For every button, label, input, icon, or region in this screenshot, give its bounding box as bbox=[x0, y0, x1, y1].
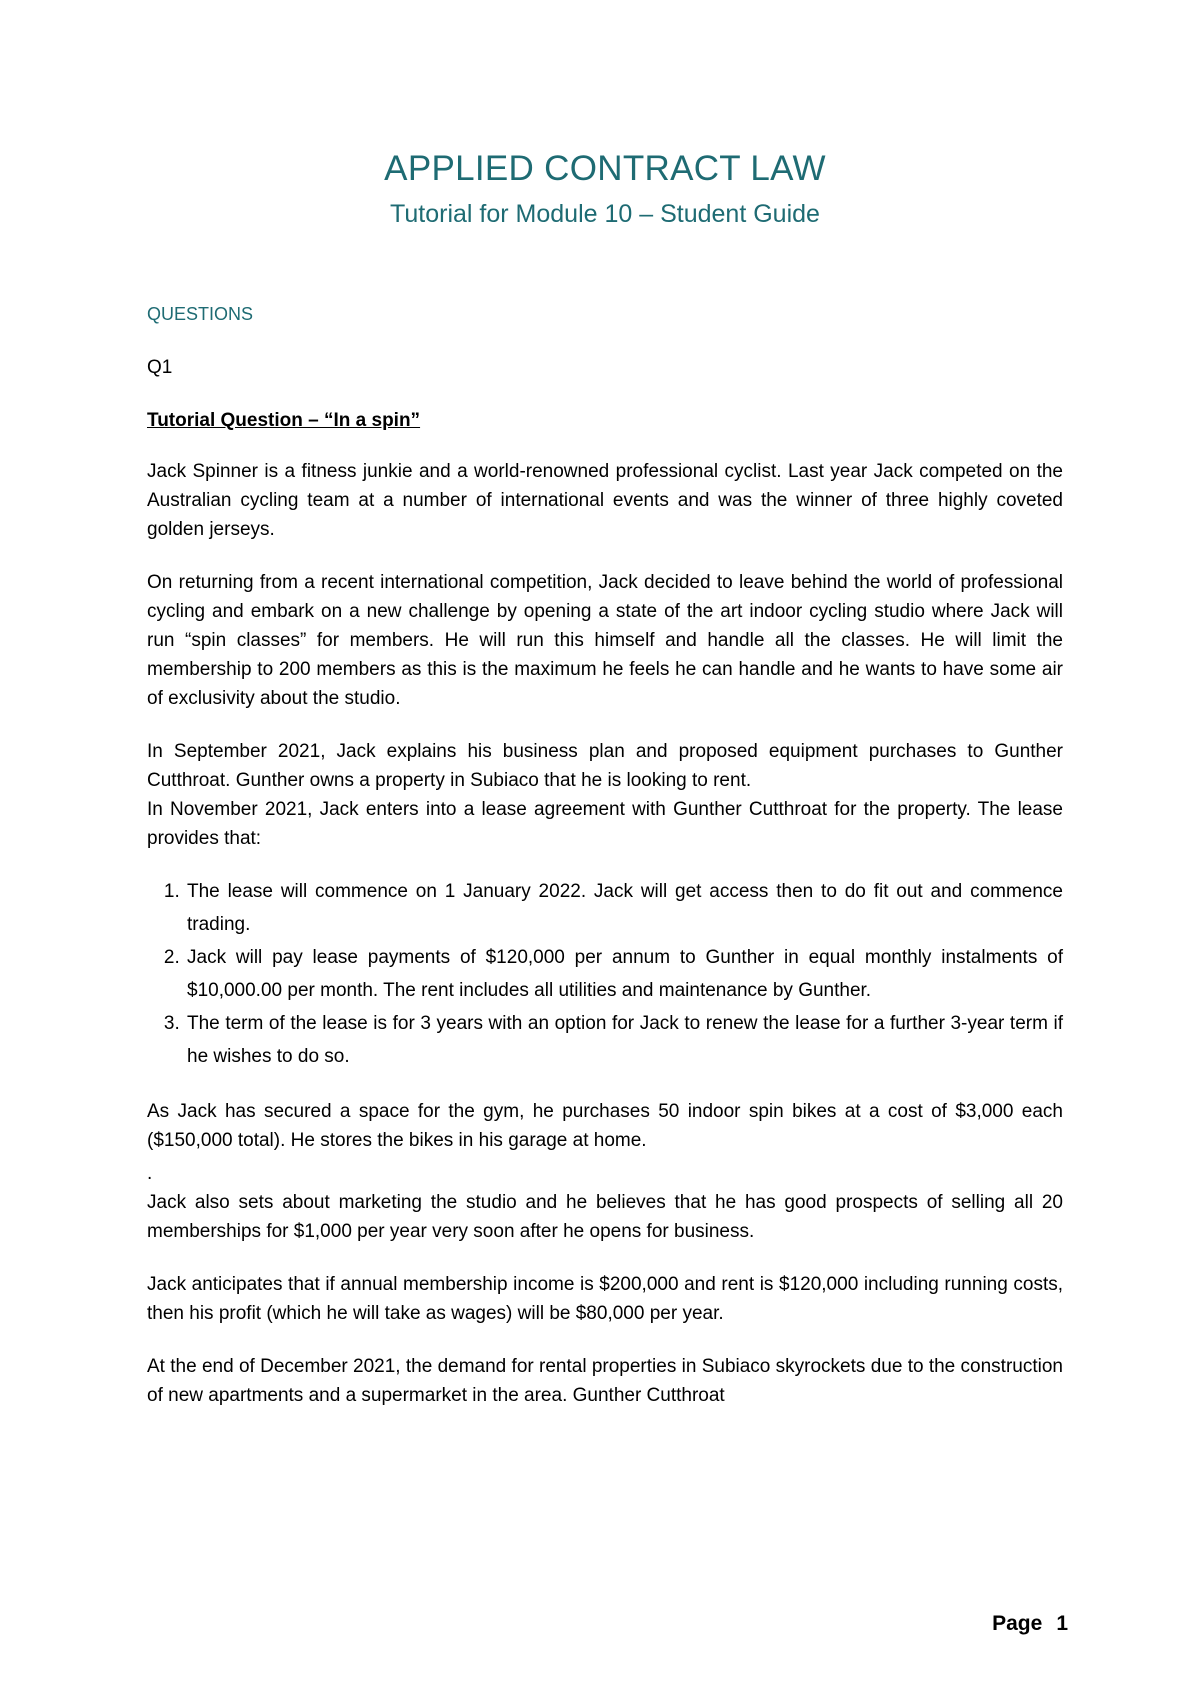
list-item: 2. Jack will pay lease payments of $120,000 per annum to Gunther in equal monthly instalments of $10,000.00 per month. The rent includes all utilities and maintenance by Gunther. bbox=[185, 941, 1063, 1007]
paragraph-8: At the end of December 2021, the demand for rental properties in Subiaco skyrockets due to the construction of new apartments and a supermarket in the area. Gunther Cutthroat bbox=[147, 1356, 1063, 1407]
paragraph-5: As Jack has secured a space for the gym, he purchases 50 indoor spin bikes at a cost of $3,000 each ($150,000 total). He stores the bikes in his garage at home. bbox=[147, 1101, 1063, 1152]
document-title: APPLIED CONTRACT LAW bbox=[384, 149, 826, 188]
list-item: 3. The term of the lease is for 3 years with an option for Jack to renew the lease for a further 3-year term if he wishes to do so. bbox=[185, 1007, 1063, 1073]
page-content bbox=[147, 150, 1063, 1410]
paragraph-4: In November 2021, Jack enters into a lease agreement with Gunther Cutthroat for the property. The lease provides that: bbox=[147, 799, 1063, 850]
question-number: Q1 bbox=[147, 356, 173, 378]
document-subtitle: Tutorial for Module 10 – Student Guide bbox=[390, 199, 820, 228]
list-item: 1. The lease will commence on 1 January 2022. Jack will get access then to do fit out and commence trading. bbox=[185, 875, 1063, 941]
lease-terms-list bbox=[147, 875, 1063, 1073]
paragraph-1: Jack Spinner is a fitness junkie and a world-renowned professional cyclist. Last year Jack competed on the Australian cycling team at a number of international events and was the winner of three highly coveted golden jerseys. bbox=[147, 461, 1063, 541]
page-label: Page bbox=[992, 1612, 1043, 1635]
page-footer bbox=[992, 1612, 1068, 1636]
section-heading: QUESTIONS bbox=[147, 303, 254, 324]
paragraph-6: Jack also sets about marketing the studio and he believes that he has good prospects of selling all 20 memberships for $1,000 per year very soon after he opens for business. bbox=[147, 1192, 1063, 1243]
paragraph-7: Jack anticipates that if annual membership income is $200,000 and rent is $120,000 including running costs, then his profit (which he will take as wages) will be $80,000 per year. bbox=[147, 1274, 1063, 1325]
page-number: 1 bbox=[1056, 1612, 1068, 1635]
question-title: Tutorial Question – “In a spin” bbox=[147, 409, 421, 431]
paragraph-3: In September 2021, Jack explains his business plan and proposed equipment purchases to Gunther Cutthroat. Gunther owns a property in Subiaco that he is looking to rent. bbox=[147, 741, 1063, 792]
paragraph-2: On returning from a recent international competition, Jack decided to leave behind the world of professional cycling and embark on a new challenge by opening a state of the art indoor cycling studio where Jack will run “spin classes” for members. He will run this himself and handle all the classes. He will limit the membership to 200 members as this is the maximum he feels he can handle and he wants to have some air of exclusivity about the studio. bbox=[147, 572, 1063, 710]
paragraph-dot: . bbox=[147, 1163, 153, 1185]
